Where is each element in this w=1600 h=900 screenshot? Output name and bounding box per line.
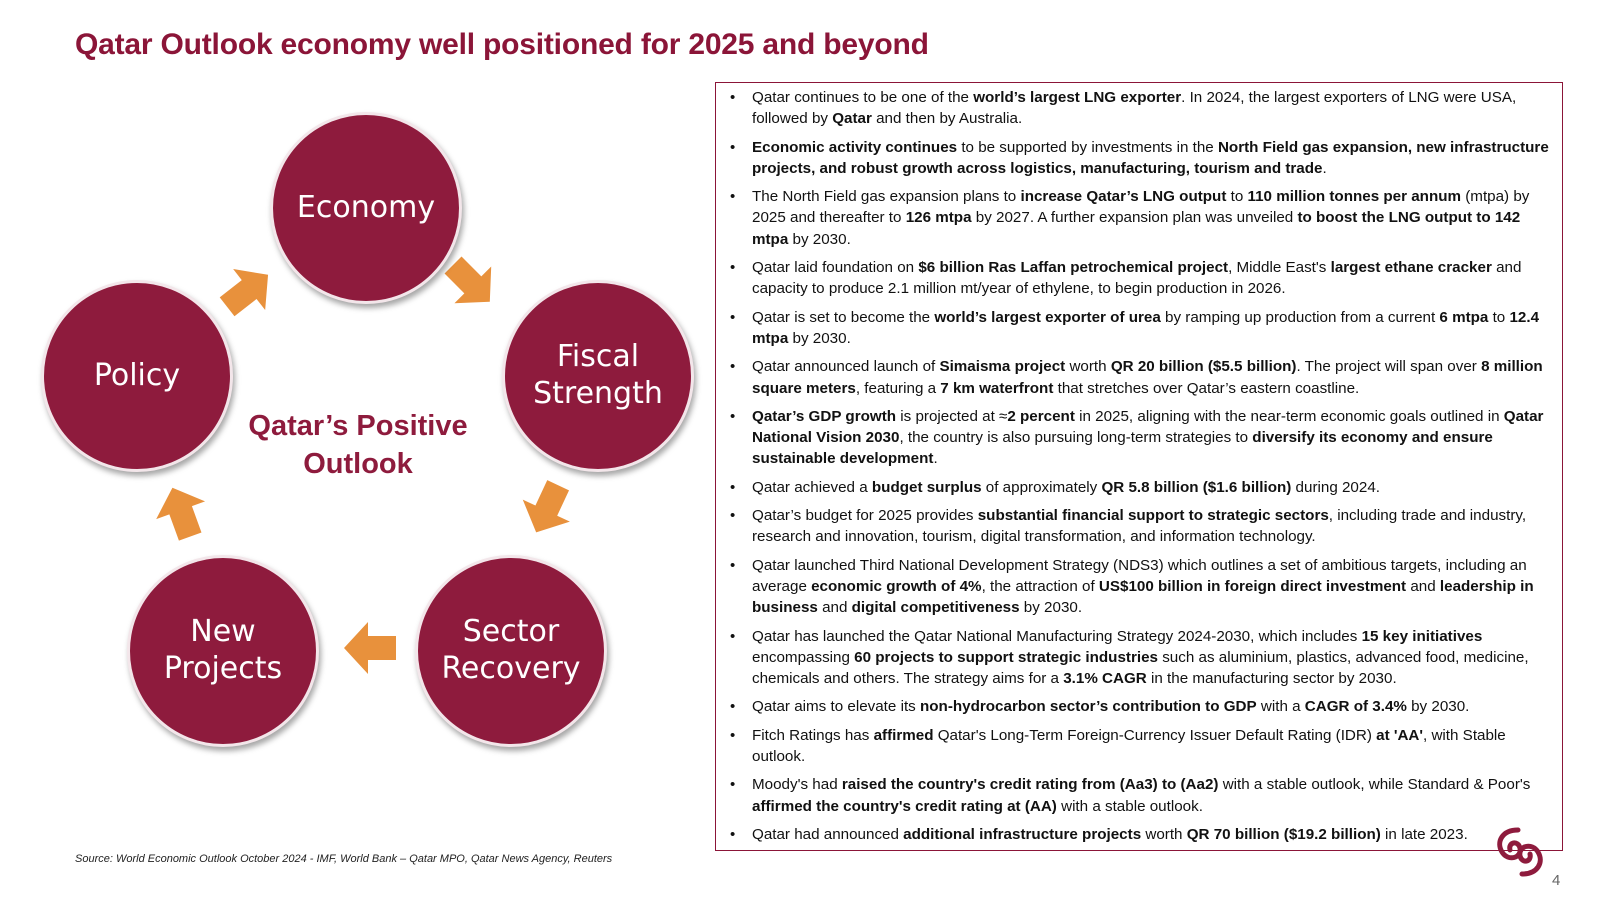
qatar-logo-icon <box>1488 820 1552 884</box>
bullet-text: in the manufacturing sector by 2030. <box>1146 670 1397 688</box>
node-new-projects <box>127 555 319 747</box>
bullet-text: Qatar aims to elevate its <box>752 698 920 716</box>
center-label <box>238 408 478 483</box>
bullet-bold-text: North Field gas expansion, new infrastructure projects, and robust growth across logistics, manufacturing, tourism and trade <box>752 138 1549 177</box>
bullet-bold-text: budget surplus <box>871 478 982 496</box>
outlook-cycle-diagram <box>0 0 700 900</box>
bullet-bold-text: to boost the LNG output to 142 mtpa <box>752 209 1521 248</box>
bullet-bold-text: 8 million square meters <box>752 358 1543 397</box>
bullet-item <box>724 257 1554 300</box>
bullet-text: in late 2023. <box>1380 825 1468 843</box>
bullet-bold-text: leadership in business <box>752 577 1534 617</box>
bullet-text: that stretches over Qatar’s eastern coastline. <box>1053 379 1360 397</box>
bullet-bold-text: 3.1% CAGR <box>1063 670 1147 688</box>
bullet-text: (mtpa) by 2025 and thereafter to <box>752 188 1530 227</box>
bullet-text: . In 2024, the largest exporters of LNG were USA, followed by <box>752 89 1517 128</box>
bullet-text: by ramping up production from a current <box>1160 308 1440 326</box>
bullet-bold-text: increase Qatar’s LNG output <box>1020 188 1227 206</box>
bullet-text: and then by Australia. <box>871 110 1023 128</box>
bullet-text: Qatar laid foundation on <box>752 259 919 277</box>
bullet-bold-text: raised the country's credit rating from (Aa3) to (Aa2) <box>841 776 1219 794</box>
node-policy-label: Policy <box>93 357 181 393</box>
bullet-bold-text: world’s largest exporter of urea <box>934 308 1161 326</box>
bullet-text: by 2027. A further expansion plan was unveiled <box>971 209 1298 227</box>
bullet-item <box>724 505 1554 548</box>
bullet-bold-text: Simaisma project <box>939 358 1066 376</box>
bullet-text: worth <box>1141 825 1187 843</box>
bullet-text: , the attraction of <box>981 577 1099 595</box>
bullet-bold-text: 126 mtpa <box>905 209 972 227</box>
bullet-text: worth <box>1065 358 1111 376</box>
bullet-bold-text: affirmed <box>873 726 934 744</box>
bullet-bold-text: QR 20 billion ($5.5 billion) <box>1110 358 1297 376</box>
bullet-text: Qatar has launched the Qatar National Manufacturing Strategy 2024-2030, which includes <box>752 627 1362 645</box>
bullet-item <box>724 307 1554 350</box>
bullet-bold-text: Qatar <box>832 110 872 128</box>
bullet-text: Qatar is set to become the <box>752 308 935 326</box>
bullet-bold-text: 60 projects to support strategic industries <box>854 648 1158 666</box>
bullet-bold-text: world’s largest LNG exporter <box>973 89 1182 106</box>
bullet-text: with a stable outlook. <box>1056 797 1203 815</box>
bullet-bold-text: CAGR of 3.4% <box>1304 698 1407 716</box>
node-policy <box>41 280 233 472</box>
bullet-text: to <box>1488 308 1510 326</box>
bullet-item <box>724 555 1554 619</box>
node-fiscal-strength <box>502 280 694 472</box>
bullet-text: . The project will span over <box>1296 358 1482 376</box>
node-fiscal-label-line2: Strength <box>533 376 663 411</box>
bullet-text: and capacity to produce 2.1 million mt/year of ethylene, to begin production in 2026. <box>752 259 1522 298</box>
bullet-bold-text: non-hydrocarbon sector’s contribution to GDP <box>919 698 1257 716</box>
bullet-bold-text: at 'AA' <box>1376 726 1424 744</box>
bullet-text: Qatar's Long-Term Foreign-Currency Issuer Default Rating (IDR) <box>933 726 1377 744</box>
bullet-item <box>724 356 1554 399</box>
bullet-text: Qatar achieved a <box>752 478 872 496</box>
bullet-text: and <box>817 599 852 617</box>
bullet-text: and <box>1406 577 1440 595</box>
bullet-text: , with Stable outlook. <box>752 726 1506 766</box>
bullet-bold-text: $6 billion Ras Laffan petrochemical project <box>918 259 1229 277</box>
node-economy <box>270 112 462 304</box>
bullet-bold-text: diversify its economy and ensure sustainable development <box>752 429 1493 468</box>
bullet-item <box>724 477 1554 498</box>
arrow-projects-to-policy <box>148 479 215 546</box>
bullet-text: Fitch Ratings has <box>752 726 874 744</box>
bullet-bold-text: 110 million tonnes per annum <box>1247 188 1462 206</box>
bullet-bold-text: Economic activity continues <box>752 138 958 156</box>
bullet-bold-text: 12.4 mtpa <box>752 308 1540 347</box>
node-economy-label: Economy <box>296 189 436 225</box>
bullet-text: by 2030. <box>788 329 851 347</box>
bullet-text: by 2030. <box>788 230 851 248</box>
bullet-item <box>724 774 1554 817</box>
bullet-text: to be supported by investments in the <box>957 138 1218 156</box>
bullet-text: such as aluminium, plastics, advanced food, medicine, chemicals and others. The strategy aims for a <box>752 648 1529 688</box>
bullet-text: . <box>1322 159 1327 177</box>
page-title: Qatar Outlook economy well positioned for 2025 and beyond <box>75 28 929 61</box>
bullet-item <box>724 626 1554 690</box>
bullet-text: The North Field gas expansion plans to <box>752 188 1021 206</box>
bullet-text: , featuring a <box>855 379 941 397</box>
bullet-item <box>724 87 1554 130</box>
arrow-fiscal-to-sector <box>513 474 582 543</box>
bullet-bold-text: affirmed the country's credit rating at (AA) <box>752 797 1057 815</box>
bullet-text: with a stable outlook, while Standard & Poor's <box>1218 776 1531 794</box>
bullet-bold-text: economic growth of 4% <box>811 577 982 595</box>
highlights-box <box>715 82 1563 851</box>
node-projects-label-line1: New <box>190 614 256 650</box>
bullet-bold-text: QR 70 billion ($19.2 billion) <box>1186 825 1381 843</box>
page-number: 4 <box>1552 872 1561 889</box>
node-fiscal-label-line1: Fiscal <box>556 339 640 375</box>
bullet-text: . <box>933 450 938 468</box>
bullet-text: Qatar launched Third National Development Strategy (NDS3) which outlines a set of ambitious targets, including an average <box>752 556 1527 595</box>
bullet-bold-text: largest ethane cracker <box>1330 259 1492 277</box>
bullet-text: , the country is also pursuing long-term strategies to <box>899 429 1253 447</box>
node-sector-label-line2: Recovery <box>441 651 581 686</box>
bullet-text: , Middle East's <box>1228 259 1331 277</box>
bullet-text: of approximately <box>981 478 1102 496</box>
bullet-bold-text: 15 key initiatives <box>1361 627 1483 645</box>
bullet-bold-text: 2 percent <box>1007 407 1075 425</box>
bullet-item <box>724 406 1554 470</box>
bullet-text: Qatar had announced <box>752 825 904 843</box>
bullet-text: in 2025, aligning with the near-term economic goals outlined in <box>1074 407 1504 425</box>
bullet-text: encompassing <box>752 648 855 666</box>
bullet-bold-text: additional infrastructure projects <box>903 825 1142 843</box>
bullet-item <box>724 186 1554 250</box>
bullet-text: Qatar announced launch of <box>752 358 940 376</box>
bullet-item <box>724 696 1554 717</box>
bullet-bold-text: digital competitiveness <box>851 599 1020 617</box>
bullet-text: Qatar continues to be one of the <box>752 89 974 106</box>
bullet-text: with a <box>1256 698 1305 716</box>
bullet-bold-text: QR 5.8 billion ($1.6 billion) <box>1101 478 1292 496</box>
center-label-line1: Qatar’s Positive <box>248 410 468 442</box>
bullet-text: Moody's had <box>752 776 842 794</box>
node-sector-recovery <box>415 555 607 747</box>
center-label-line2: Outlook <box>303 447 413 480</box>
bullet-item <box>724 725 1554 768</box>
arrow-sector-to-projects <box>344 622 396 674</box>
bullet-item <box>724 137 1554 180</box>
bullet-text: Qatar’s budget for 2025 provides <box>752 507 978 525</box>
bullet-bold-text: Qatar’s GDP growth <box>752 407 897 425</box>
bullet-bold-text: US$100 billion in foreign direct investment <box>1098 577 1407 595</box>
bullet-bold-text: Qatar National Vision 2030 <box>752 407 1544 447</box>
source-note: Source: World Economic Outlook October 2024 - IMF, World Bank – Qatar MPO, Qatar News Agency, Reuters <box>75 853 613 865</box>
highlights-list <box>724 87 1554 845</box>
node-sector-label-line1: Sector <box>462 614 560 650</box>
bullet-text: during 2024. <box>1291 478 1380 496</box>
bullet-bold-text: substantial financial support to strategic sectors <box>977 507 1329 525</box>
arrow-policy-to-economy <box>211 254 284 327</box>
bullet-text: is projected at ≈ <box>896 407 1008 425</box>
bullet-text: by 2030. <box>1019 599 1083 617</box>
bullet-text: , including trade and industry, research and innovation, tourism, digital transformation, and information technology. <box>752 507 1527 546</box>
node-projects-label-line2: Projects <box>163 651 283 686</box>
bullet-bold-text: 6 mtpa <box>1439 308 1489 326</box>
bullet-text: by 2030. <box>1406 698 1470 716</box>
bullet-item <box>724 824 1554 845</box>
bullet-bold-text: 7 km waterfront <box>940 379 1054 397</box>
bullet-text: to <box>1226 188 1248 206</box>
